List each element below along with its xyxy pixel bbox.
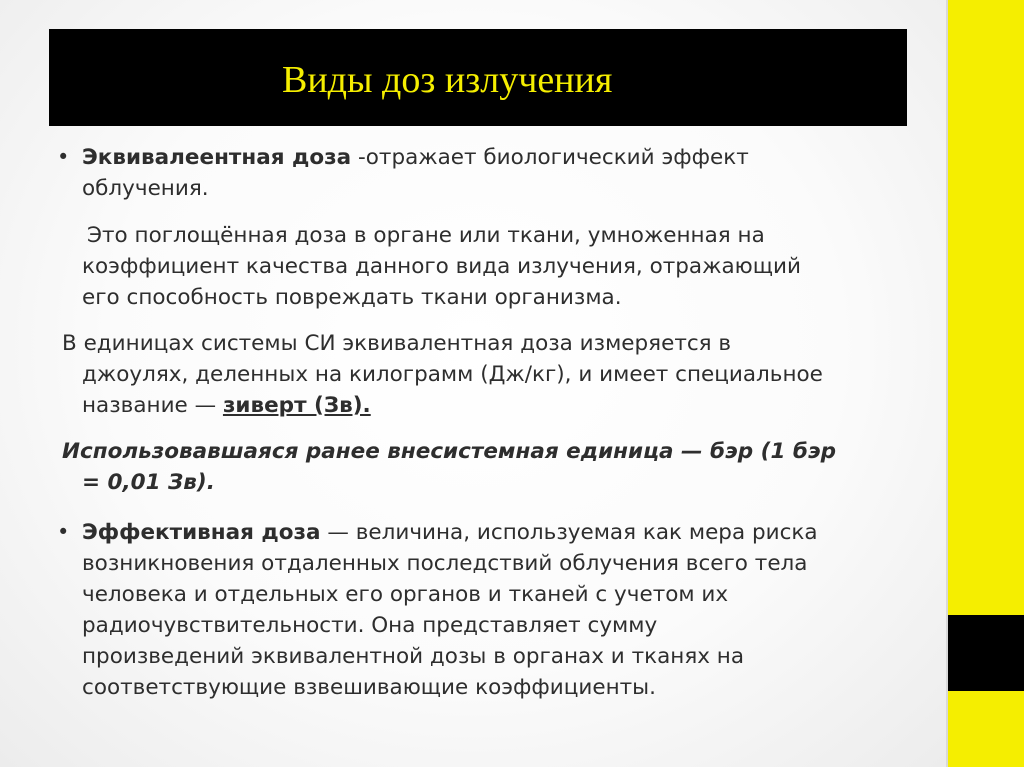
term-equivalent-dose: Эквивалеентная доза xyxy=(82,145,352,170)
line-text: -отражает биологический эффект xyxy=(351,145,749,170)
paragraph-effective-dose xyxy=(82,517,818,703)
paragraph-equivalent-dose xyxy=(82,142,749,204)
line-text: В единицах системы СИ эквивалентная доза измеряется в xyxy=(62,331,732,356)
paragraph-rem-unit-cont xyxy=(82,467,215,498)
line-text: произведений эквивалентной дозы в органах и тканях на xyxy=(82,644,745,669)
slide-title: Виды доз излучения xyxy=(282,59,613,101)
paragraph-rem-unit xyxy=(62,436,836,467)
paragraph-absorbed-dose xyxy=(87,220,765,251)
line-text: — величина, используемая как мера риска xyxy=(320,520,818,545)
line-text: Использовавшаяся ранее внесистемная единица — бэр (1 бэр xyxy=(62,439,837,464)
paragraph-line xyxy=(82,517,818,548)
black-side-block xyxy=(948,615,1024,691)
line-text: Это поглощённая доза в органе или ткани, умноженная на xyxy=(87,223,765,248)
paragraph-si-units xyxy=(62,328,731,359)
paragraph-line xyxy=(82,390,823,421)
line-text: коэффициент качества данного вида излучения, отражающий xyxy=(82,254,801,279)
unit-sievert: зиверт (Зв). xyxy=(222,393,371,418)
bullet-marker: • xyxy=(57,145,70,169)
line-text: облучения. xyxy=(82,176,209,201)
term-effective-dose: Эффективная доза xyxy=(82,520,321,545)
paragraph-line xyxy=(82,142,749,173)
line-text: соответствующие взвешивающие коэффициенты. xyxy=(82,675,656,700)
paragraph-absorbed-dose-cont xyxy=(82,251,801,313)
line-text: = 0,01 Зв). xyxy=(82,470,215,495)
line-text: название — xyxy=(82,393,223,418)
line-text: человека и отдельных его органов и тканей с учетом их xyxy=(82,582,729,607)
bullet-marker: • xyxy=(57,520,70,544)
line-text: его способность повреждать ткани организма. xyxy=(82,285,622,310)
line-text: возникновения отдаленных последствий облучения всего тела xyxy=(82,551,808,576)
paragraph-si-units-cont xyxy=(82,359,823,421)
line-text: джоулях, деленных на килограмм (Дж/кг), и имеет специальное xyxy=(82,362,823,387)
line-text: радиочувствительности. Она представляет сумму xyxy=(82,613,658,638)
